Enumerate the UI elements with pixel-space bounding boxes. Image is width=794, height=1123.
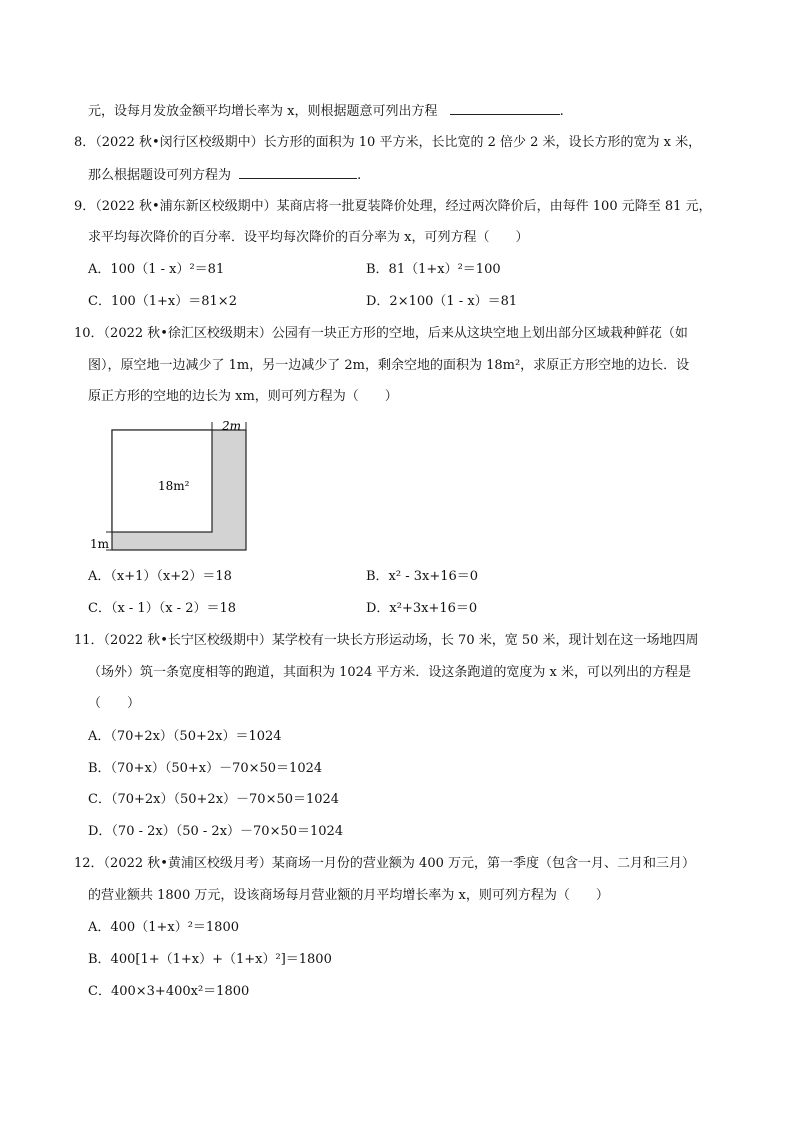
q12-line-1: 12．（2022 秋•黄浦区校级月考）某商场一月份的营业额为 400 万元，第一季度（包含一月、二月和三月） — [74, 856, 696, 871]
q11-option-b[interactable]: B．（70+x）（50+x）－70×50＝1024 — [88, 761, 323, 776]
q7-line — [88, 100, 564, 122]
q8-line-2 — [88, 164, 361, 186]
q10-figure — [88, 418, 258, 558]
q8-line-1: 8．（2022 秋•闵行区校级期中）长方形的面积为 10 平方米，长比宽的 2 倍少 2 米，设长方形的宽为 x 米， — [74, 135, 702, 150]
q10-option-d[interactable]: D．x²+3x+16＝0 — [366, 601, 478, 616]
q11-option-d[interactable]: D．（70 - 2x）（50 - 2x）－70×50＝1024 — [88, 824, 344, 839]
q9-line-2: 求平均每次降价的百分率．设平均每次降价的百分率为 x，可列方程（ ） — [88, 230, 529, 245]
q10-line-2: 图），原空地一边减少了 1m，另一边减少了 2m，剩余空地的面积为 18m²，求原正方形空地的边长．设 — [88, 358, 690, 373]
q8-period: . — [357, 168, 362, 183]
q10-option-a[interactable]: A．（x+1）（x+2）＝18 — [88, 569, 232, 584]
q12-line-2: 的营业额共 1800 万元，设该商场每月营业额的月平均增长率为 x，则可列方程为（ ） — [88, 888, 609, 903]
q7-period: . — [559, 104, 564, 119]
label-18m2: 18m² — [158, 479, 190, 493]
q12-option-a[interactable]: A．400（1+x）²＝1800 — [88, 920, 239, 935]
q9-option-c[interactable]: C．100（1+x）＝81×2 — [88, 294, 237, 309]
q7-text: 元，设每月发放金额平均增长率为 x，则根据题意可列出方程 — [88, 104, 438, 119]
q11-line-1: 11．（2022 秋•长宁区校级期中）某学校有一块长方形运动场，长 70 米，宽 50 米，现计划在这一场地四周 — [74, 633, 699, 648]
q8-answer-blank[interactable] — [239, 164, 357, 179]
q12-option-b[interactable]: B．400[1+（1+x）+（1+x）²]＝1800 — [88, 952, 332, 967]
q11-line-3: （ ） — [88, 696, 141, 711]
q9-option-d[interactable]: D．2×100（1 - x）＝81 — [366, 294, 518, 309]
q10-line-1: 10．（2022 秋•徐汇区校级期末）公园有一块正方形的空地，后来从这块空地上划出部分区域栽种鲜花（如 — [74, 326, 688, 341]
q9-option-b[interactable]: B．81（1+x）²＝100 — [366, 262, 501, 277]
label-2m: 2m — [222, 419, 242, 433]
q12-option-c[interactable]: C．400×3+400x²＝1800 — [88, 984, 250, 999]
q10-option-c[interactable]: C．（x - 1）（x - 2）＝18 — [88, 601, 237, 616]
q8-text: 那么根据题设可列方程为 — [88, 168, 232, 183]
q11-line-2: （场外）筑一条宽度相等的跑道，其面积为 1024 平方米．设这条跑道的宽度为 x 米，可以列出的方程是 — [88, 665, 691, 680]
q9-line-1: 9．（2022 秋•浦东新区校级期中）某商店将一批夏装降价处理，经过两次降价后，由每件 100 元降至 81 元， — [74, 199, 712, 214]
q10-option-b[interactable]: B．x² - 3x+16＝0 — [366, 569, 479, 584]
q11-option-a[interactable]: A．（70+2x）（50+2x）＝1024 — [88, 729, 282, 744]
q10-line-3: 原正方形的空地的边长为 xm，则可列方程为（ ） — [88, 389, 398, 404]
q9-option-a[interactable]: A．100（1 - x）²＝81 — [88, 262, 225, 277]
q11-option-c[interactable]: C．（70+2x）（50+2x）－70×50＝1024 — [88, 792, 340, 807]
q7-answer-blank[interactable] — [450, 100, 560, 115]
label-1m: 1m — [90, 537, 110, 551]
